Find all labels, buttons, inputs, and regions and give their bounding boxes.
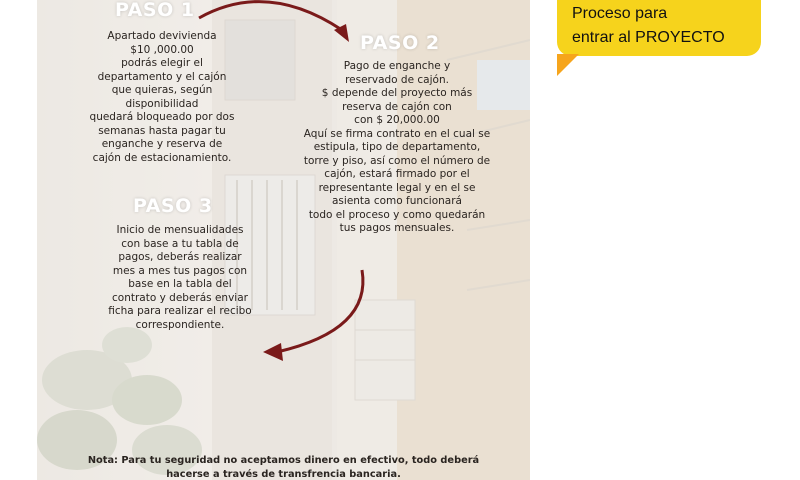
speech-bubble-tail-icon	[557, 54, 579, 76]
step-2-title: PASO 2	[360, 32, 440, 54]
step-2-body: Pago de enganche y reservado de cajón. $ depende del proyecto más reserva de cajón con con $ 20,000.00 Aquí se firma contrato en el cual se estipula, tipo de departamento, torre y piso, así como el número de cajón, estará firmado por el representante legal y en el se asienta como funcionará todo el proceso y como quedarán tus pagos mensuales.	[303, 60, 491, 234]
arrow-head-icon	[263, 343, 283, 361]
speech-bubble-text: Proceso para entrar al PROYECTO	[572, 5, 725, 46]
step-1-title: PASO 1	[115, 0, 195, 21]
step-3-title: PASO 3	[133, 195, 213, 217]
step-3-body: Inicio de mensualidades con base a tu tabla de pagos, deberás realizar mes a mes tus pagos con base en la tabla del contrato y deberás enviar ficha para realizar el recibo correspondiente.	[108, 224, 252, 331]
flyer	[37, 0, 530, 480]
step-1-body: Apartado devivienda $10 ,000.00 podrás elegir el departamento y el cajón que quieras, según disponibilidad quedará bloqueado por dos semanas hasta pagar tu enganche y reserva de cajón de estacionamiento.	[89, 30, 235, 164]
payment-note: Nota: Para tu seguridad no aceptamos dinero en efectivo, todo deberá hacerse a través de transfrencia bancaria.	[87, 455, 480, 480]
